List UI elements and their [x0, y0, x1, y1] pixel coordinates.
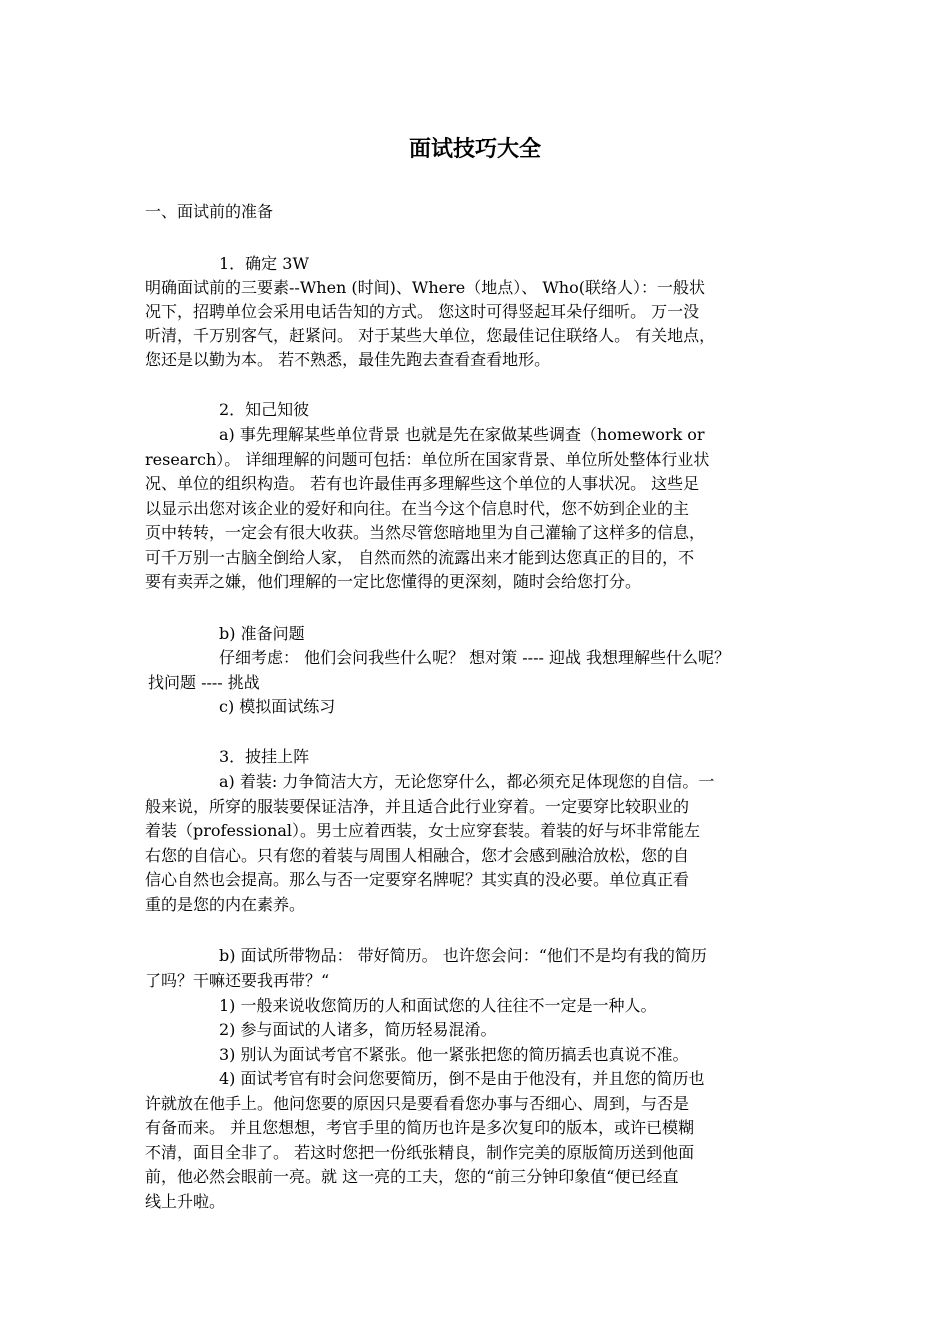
list-item: 4) 面试考官有时会问您要简历，倒不是由于他没有，并且您的简历也: [219, 1069, 705, 1088]
paragraph-line: a) 着装: 力争简洁大方，无论您穿什么，都必须充足体现您的自信。一: [219, 772, 715, 791]
paragraph-line: a) 事先理解某些单位背景 也就是先在家做某些调查（homework or: [219, 425, 705, 444]
list-item: 2) 参与面试的人诸多，简历轻易混淆。: [219, 1020, 497, 1039]
paragraph-line: 明确面试前的三要素--When (时间)、Where（地点）、 Who(联络人）：一般状: [145, 278, 705, 297]
subsection-heading: 1．确定 3W: [219, 254, 309, 273]
paragraph-line: 线上升啦。: [145, 1192, 226, 1211]
paragraph-line: 着装（professional）。男士应着西装，女士应穿套装。着装的好与坏非常能左: [145, 821, 701, 840]
item-heading: c) 模拟面试练习: [219, 697, 336, 716]
paragraph-line: 页中转转，一定会有很大收获。当然尽管您暗地里为自己灌输了这样多的信息，: [145, 523, 706, 542]
paragraph-line: 重的是您的内在素养。: [145, 895, 306, 914]
paragraph-line: 可千万别一古脑全倒给人家， 自然而然的流露出来才能到达您真正的目的，不: [145, 548, 695, 567]
document-title: 面试技巧大全: [408, 137, 541, 162]
paragraph-line: 许就放在他手上。他问您要的原因只是要看看您办事与否细心、周到，与否是: [145, 1094, 690, 1113]
paragraph-line: 前，他必然会眼前一亮。就 这一亮的工夫，您的“前三分钟印象值“便已经直: [145, 1167, 679, 1186]
list-item: 3) 别认为面试考官不紧张。他一紧张把您的简历搞丢也真说不准。: [219, 1045, 689, 1064]
item-heading: b) 准备问题: [219, 624, 305, 643]
paragraph-line: 仔细考虑： 他们会问我些什么呢？ 想对策 ---- 迎战 我想理解些什么呢？: [219, 648, 731, 667]
paragraph-line: 般来说，所穿的服装要保证洁净，并且适合此行业穿着。一定要穿比较职业的: [145, 797, 690, 816]
paragraph-line: 右您的自信心。只有您的着装与周围人相融合，您才会感到融洽放松，您的自: [145, 846, 690, 865]
paragraph-line: b) 面试所带物品： 带好简历。 也许您会问：“他们不是均有我的简历: [219, 946, 707, 965]
subsection-heading: 2．知己知彼: [219, 400, 310, 419]
paragraph-line: 信心自然也会提高。那么与否一定要穿名牌呢？其实真的没必要。单位真正看: [145, 870, 690, 889]
paragraph-line: 有备而来。 并且您想想，考官手里的简历也许是多次复印的版本，或许已模糊: [145, 1118, 695, 1137]
paragraph-line: 听清，千万别客气，赶紧问。 对于某些大单位，您最佳记住联络人。 有关地点，: [145, 326, 716, 345]
paragraph-line: 以显示出您对该企业的爱好和向往。在当今这个信息时代，您不妨到企业的主: [145, 499, 690, 518]
list-item: 1) 一般来说收您简历的人和面试您的人往往不一定是一种人。: [219, 996, 657, 1015]
paragraph-line: 了吗？干嘛还要我再带？“: [145, 971, 330, 990]
paragraph-line: 况下，招聘单位会采用电话告知的方式。 您这时可得竖起耳朵仔细听。 万一没: [145, 302, 700, 321]
paragraph-line: 找问题 ---- 挑战: [148, 673, 260, 692]
paragraph-line: 况、单位的组织构造。 若有也许最佳再多理解些这个单位的人事状况。 这些足: [145, 474, 700, 493]
paragraph-line: research）。 详细理解的问题可包括：单位所在国家背景、单位所处整体行业状: [145, 450, 710, 469]
paragraph-line: 要有卖弄之嫌，他们理解的一定比您懂得的更深刻，随时会给您打分。: [145, 572, 642, 591]
section-heading: 一、面试前的准备: [145, 202, 274, 221]
subsection-heading: 3．披挂上阵: [219, 747, 310, 766]
paragraph-line: 不清，面目全非了。 若这时您把一份纸张精良，制作完美的原版简历送到他面: [145, 1143, 695, 1162]
paragraph-line: 您还是以勤为本。 若不熟悉，最佳先跑去查看查看地形。: [145, 350, 551, 369]
